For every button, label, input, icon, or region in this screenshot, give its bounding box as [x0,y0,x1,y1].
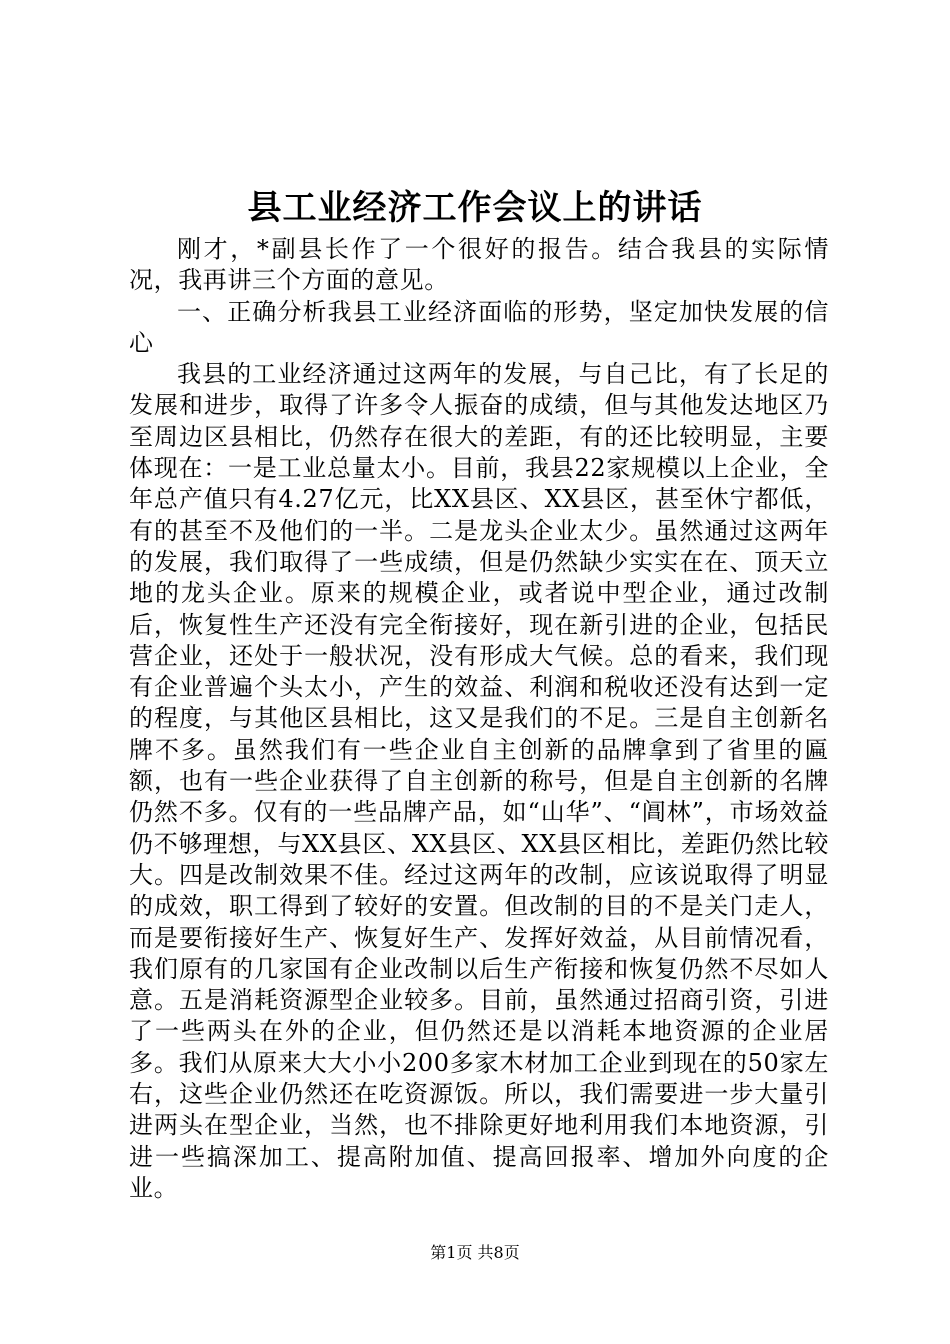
paragraph-intro: 刚才，*副县长作了一个很好的报告。结合我县的实际情况，我再讲三个方面的意见。 [129,235,829,295]
document-title: 县工业经济工作会议上的讲话 [247,188,703,228]
paragraph-situation: 我县的工业经济通过这两年的发展，与自己比，有了长足的发展和进步，取得了许多令人振奋的成绩，但与其他发达地区乃至周边区县相比，仍然存在很大的差距，有的还比较明显，主要体现在：一是工业总量太小。目前，我县22家规模以上企业，全年总产值只有4.27亿元，比XX县区、XX县区，甚至休宁都低，有的甚至不及他们的一半。二是龙头企业太少。虽然通过这两年的发展，我们取得了一些成绩，但是仍然缺少实实在在、顶天立地的龙头企业。原来的规模企业，或者说中型企业，通过改制后，恢复性生产还没有完全衔接好，现在新引进的企业，包括民营企业，还处于一般状况，没有形成大气候。总的看来，我们现有企业普遍个头太小，产生的效益、利润和税收还没有达到一定的程度，与其他区县相比，这又是我们的不足。三是自主创新名牌不多。虽然我们有一些企业自主创新的品牌拿到了省里的匾额，也有一些企业获得了自主创新的称号，但是自主创新的名牌仍然不多。仅有的一些品牌产品，如“山华”、“阊林”，市场效益仍不够理想，与XX县区、XX县区、XX县区相比，差距仍然比较大。四是改制效果不佳。经过这两年的改制，应该说取得了明显的成效，职工得到了较好的安置。但改制的目的不是关门走人，而是要衔接好生产、恢复好生产、发挥好效益，从目前情况看，我们原有的几家国有企业改制以后生产衔接和恢复仍然不尽如人意。五是消耗资源型企业较多。目前，虽然通过招商引资，引进了一些两头在外的企业，但仍然还是以消耗本地资源的企业居多。我们从原来大大小小200多家木材加工企业到现在的50家左右，这些企业仍然还在吃资源饭。所以，我们需要进一步大量引进两头在型企业，当然，也不排除更好地利用我们本地资源，引进一些搞深加工、提高附加值、提高回报率、增加外向度的企业。 [129,360,829,1202]
paragraph-heading-1: 一、正确分析我县工业经济面临的形势，坚定加快发展的信心 [129,297,829,357]
document-body [129,234,829,1204]
page-footer: 第1页 共8页 [430,1243,520,1262]
